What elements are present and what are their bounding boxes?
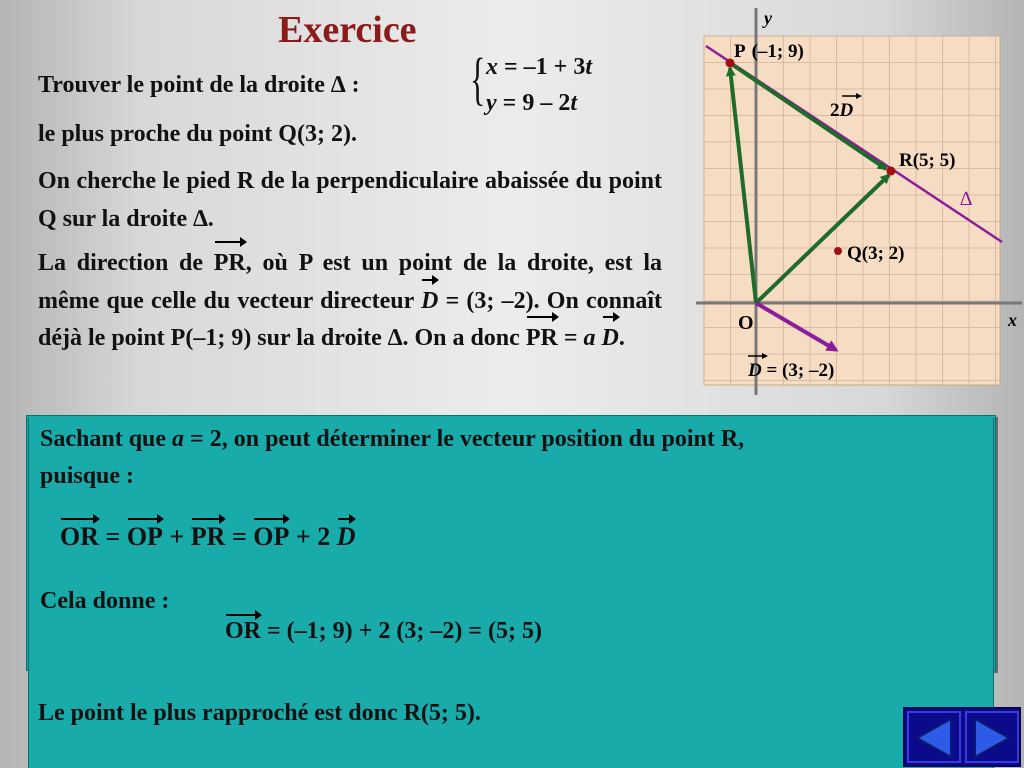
label-2d: 2D <box>830 100 854 121</box>
vector-d: D <box>421 283 438 321</box>
graph <box>690 0 1024 400</box>
page-title: Exercice <box>278 9 417 51</box>
result-equation: OR = (–1; 9) + 2 (3; –2) = (5; 5) <box>225 618 542 644</box>
label-delta: ∆ <box>960 188 973 210</box>
y-axis-label: y <box>764 8 772 28</box>
intro-line1: Trouver le point de la droite ∆ : <box>38 72 360 98</box>
intro-line2: le plus proche du point Q(3; 2). <box>38 121 357 147</box>
panel-text-3: Cela donne : <box>40 588 170 614</box>
slide-navigation <box>903 707 1021 767</box>
paragraph-2: La direction de PR, où P est un point de la droite, est la même que celle du vecteur directeur D = (3; –2). On connaît déjà le point P(–1; 9) sur la droite ∆. On a donc PR = a D. <box>38 245 662 358</box>
label-p: P (–1; 9) <box>734 41 804 62</box>
conclusion-text: Le point le plus rapproché est donc R(5; 5). <box>38 700 481 726</box>
vector-d: D <box>602 320 619 358</box>
label-d-value: D = (3; –2) <box>748 360 835 381</box>
left-triangle-icon <box>909 713 959 763</box>
previous-slide-button[interactable] <box>907 711 961 763</box>
system-x-equation: x = –1 + 3t <box>486 54 593 80</box>
vector-pr: PR <box>526 320 558 358</box>
point-r <box>887 167 896 176</box>
right-triangle-icon <box>967 713 1017 763</box>
label-origin: O <box>738 312 754 334</box>
label-q: Q(3; 2) <box>847 243 905 264</box>
system-y-equation: y = 9 – 2t <box>486 90 578 116</box>
paragraph-1: On cherche le pied R de la perpendiculaire abaissée du point Q sur la droite ∆. <box>38 168 662 232</box>
vector-equation: OR = OP + PR = OP + 2 D <box>60 522 356 551</box>
vector-pr: PR <box>214 245 246 283</box>
label-r: R(5; 5) <box>899 150 956 171</box>
panel-text-1: Sachant que a = 2, on peut déterminer le vecteur position du point R, <box>40 426 745 452</box>
next-slide-button[interactable] <box>965 711 1019 763</box>
point-q <box>834 247 842 255</box>
panel-text-2: puisque : <box>40 463 135 489</box>
x-axis-label: x <box>1008 310 1017 330</box>
system-brace: { <box>470 46 486 111</box>
